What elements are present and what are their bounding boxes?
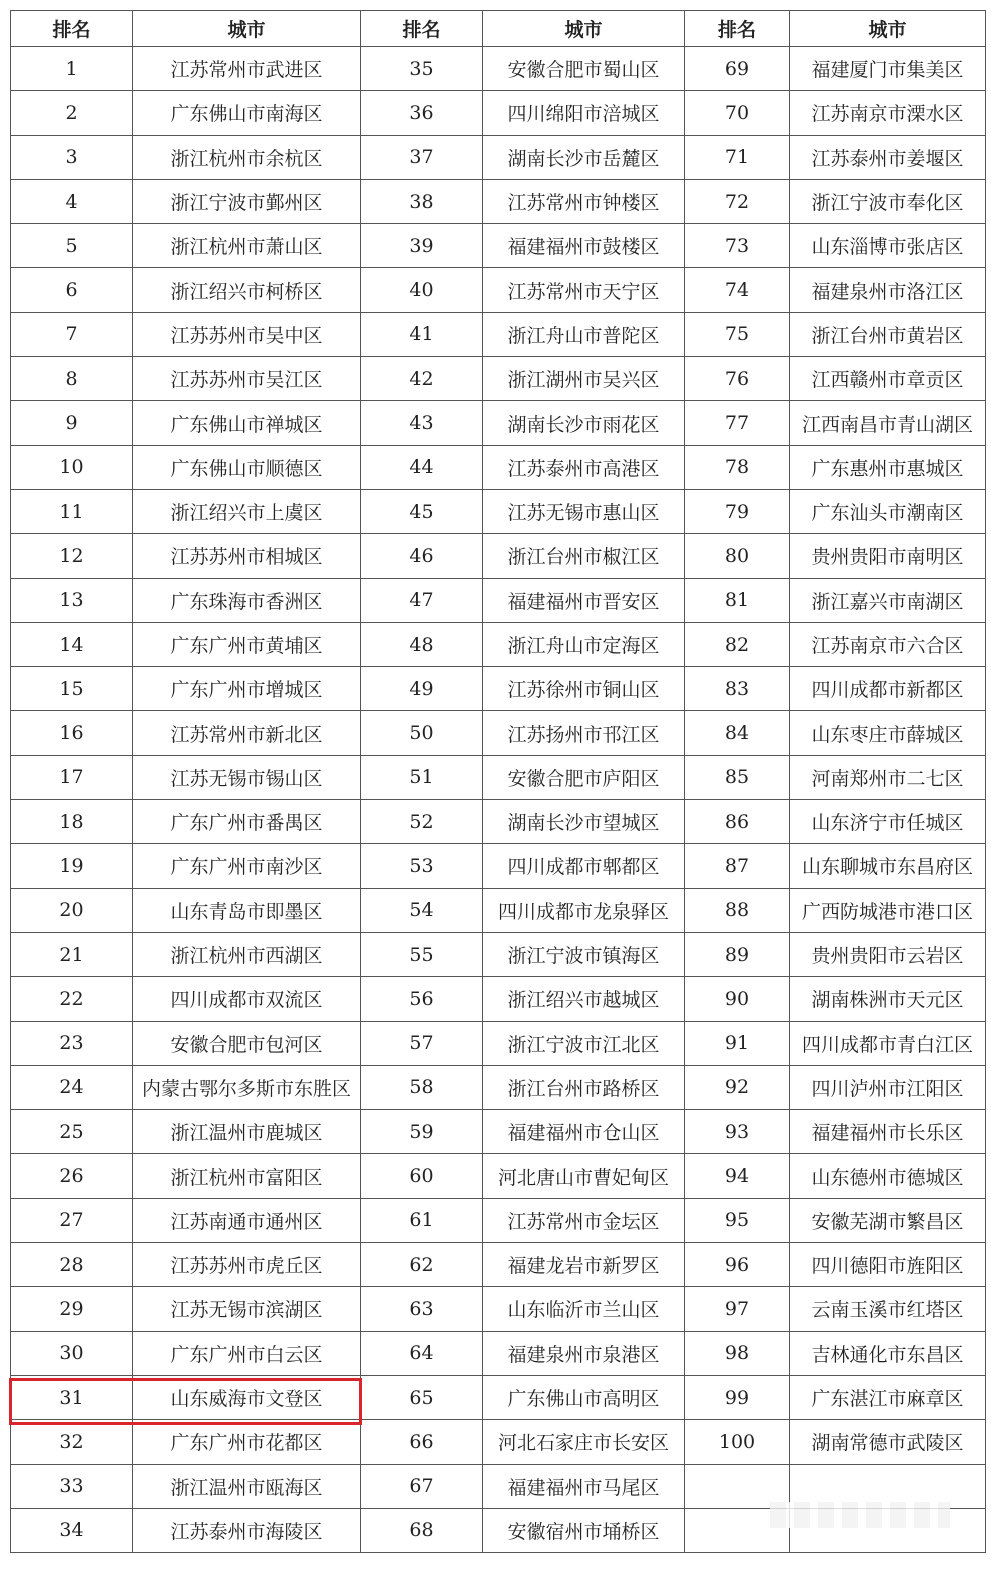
city-cell: 江苏扬州市邗江区 [483, 711, 685, 755]
city-cell: 浙江宁波市江北区 [483, 1021, 685, 1065]
city-cell: 福建厦门市集美区 [790, 47, 986, 91]
city-cell: 贵州贵阳市云岩区 [790, 932, 986, 976]
rank-cell: 31 [11, 1375, 133, 1419]
rank-cell: 3 [11, 135, 133, 179]
city-cell: 内蒙古鄂尔多斯市东胜区 [133, 1065, 361, 1109]
city-cell: 吉林通化市东昌区 [790, 1331, 986, 1375]
rank-cell: 60 [361, 1154, 483, 1198]
rank-cell: 14 [11, 622, 133, 666]
city-cell: 山东青岛市即墨区 [133, 888, 361, 932]
rank-cell: 15 [11, 667, 133, 711]
city-cell: 河南郑州市二七区 [790, 755, 986, 799]
rank-cell: 52 [361, 800, 483, 844]
rank-cell: 45 [361, 489, 483, 533]
table-row [11, 888, 986, 932]
city-cell: 浙江温州市鹿城区 [133, 1110, 361, 1154]
city-cell: 福建福州市晋安区 [483, 578, 685, 622]
rank-cell: 64 [361, 1331, 483, 1375]
city-cell: 江苏苏州市吴中区 [133, 312, 361, 356]
city-cell: 四川成都市青白江区 [790, 1021, 986, 1065]
table-row [11, 844, 986, 888]
rank-cell: 9 [11, 401, 133, 445]
rank-cell: 62 [361, 1243, 483, 1287]
rank-cell: 5 [11, 224, 133, 268]
watermark [770, 1502, 950, 1528]
city-cell: 四川成都市新都区 [790, 667, 986, 711]
rank-cell: 22 [11, 977, 133, 1021]
city-cell: 湖南长沙市岳麓区 [483, 135, 685, 179]
rank-cell: 38 [361, 179, 483, 223]
city-header: 城市 [133, 11, 361, 47]
city-cell: 福建福州市马尾区 [483, 1464, 685, 1508]
city-cell: 江苏南京市溧水区 [790, 91, 986, 135]
rank-cell: 44 [361, 445, 483, 489]
rank-cell: 84 [685, 711, 790, 755]
rank-cell: 13 [11, 578, 133, 622]
rank-cell: 96 [685, 1243, 790, 1287]
rank-cell: 47 [361, 578, 483, 622]
city-cell: 广东广州市白云区 [133, 1331, 361, 1375]
city-cell: 湖南株洲市天元区 [790, 977, 986, 1021]
city-cell: 浙江杭州市富阳区 [133, 1154, 361, 1198]
rank-cell: 94 [685, 1154, 790, 1198]
rank-cell: 23 [11, 1021, 133, 1065]
rank-cell: 25 [11, 1110, 133, 1154]
rank-cell: 92 [685, 1065, 790, 1109]
table-row [11, 1287, 986, 1331]
table-row [11, 401, 986, 445]
city-cell: 福建泉州市泉港区 [483, 1331, 685, 1375]
city-cell: 江苏无锡市滨湖区 [133, 1287, 361, 1331]
ranking-table [10, 10, 986, 1553]
table-row [11, 932, 986, 976]
rank-cell: 65 [361, 1375, 483, 1419]
city-header: 城市 [790, 11, 986, 47]
rank-cell: 11 [11, 489, 133, 533]
rank-cell: 20 [11, 888, 133, 932]
rank-cell: 1 [11, 47, 133, 91]
rank-cell: 39 [361, 224, 483, 268]
rank-cell: 41 [361, 312, 483, 356]
city-cell: 广东广州市南沙区 [133, 844, 361, 888]
table-row [11, 1420, 986, 1464]
rank-cell: 4 [11, 179, 133, 223]
city-cell: 四川绵阳市涪城区 [483, 91, 685, 135]
table-row [11, 445, 986, 489]
city-cell: 浙江绍兴市柯桥区 [133, 268, 361, 312]
rank-cell: 35 [361, 47, 483, 91]
rank-cell: 91 [685, 1021, 790, 1065]
table-row [11, 667, 986, 711]
rank-cell: 19 [11, 844, 133, 888]
city-cell: 河北唐山市曹妃甸区 [483, 1154, 685, 1198]
rank-cell: 37 [361, 135, 483, 179]
rank-cell: 28 [11, 1243, 133, 1287]
city-cell: 广东广州市增城区 [133, 667, 361, 711]
city-cell: 湖南长沙市雨花区 [483, 401, 685, 445]
city-cell: 安徽合肥市庐阳区 [483, 755, 685, 799]
table-row [11, 179, 986, 223]
rank-cell: 57 [361, 1021, 483, 1065]
rank-cell: 79 [685, 489, 790, 533]
rank-cell: 56 [361, 977, 483, 1021]
city-cell: 广东惠州市惠城区 [790, 445, 986, 489]
city-cell: 浙江舟山市普陀区 [483, 312, 685, 356]
city-cell: 四川成都市双流区 [133, 977, 361, 1021]
city-cell: 福建福州市鼓楼区 [483, 224, 685, 268]
city-cell: 浙江杭州市西湖区 [133, 932, 361, 976]
city-cell: 山东临沂市兰山区 [483, 1287, 685, 1331]
city-cell: 安徽芜湖市繁昌区 [790, 1198, 986, 1242]
table-row [11, 135, 986, 179]
rank-cell: 95 [685, 1198, 790, 1242]
rank-cell: 70 [685, 91, 790, 135]
city-cell: 广东珠海市香洲区 [133, 578, 361, 622]
rank-cell: 59 [361, 1110, 483, 1154]
rank-cell: 85 [685, 755, 790, 799]
city-cell: 江苏常州市武进区 [133, 47, 361, 91]
city-cell: 广东广州市番禺区 [133, 800, 361, 844]
rank-cell: 63 [361, 1287, 483, 1331]
city-cell: 浙江绍兴市上虞区 [133, 489, 361, 533]
city-cell: 浙江宁波市镇海区 [483, 932, 685, 976]
city-cell: 浙江杭州市萧山区 [133, 224, 361, 268]
rank-cell: 33 [11, 1464, 133, 1508]
table-row [11, 357, 986, 401]
rank-cell: 49 [361, 667, 483, 711]
rank-cell: 26 [11, 1154, 133, 1198]
city-cell: 湖南长沙市望城区 [483, 800, 685, 844]
city-cell: 浙江宁波市鄞州区 [133, 179, 361, 223]
city-cell: 福建福州市长乐区 [790, 1110, 986, 1154]
rank-header: 排名 [685, 11, 790, 47]
city-cell: 浙江舟山市定海区 [483, 622, 685, 666]
city-cell: 安徽宿州市埇桥区 [483, 1508, 685, 1552]
rank-cell: 32 [11, 1420, 133, 1464]
city-cell: 浙江宁波市奉化区 [790, 179, 986, 223]
rank-cell: 7 [11, 312, 133, 356]
city-cell: 广东佛山市南海区 [133, 91, 361, 135]
rank-cell: 77 [685, 401, 790, 445]
rank-cell: 46 [361, 534, 483, 578]
city-cell: 浙江温州市瓯海区 [133, 1464, 361, 1508]
rank-cell: 58 [361, 1065, 483, 1109]
rank-cell: 2 [11, 91, 133, 135]
table-row [11, 578, 986, 622]
table-row [11, 312, 986, 356]
city-cell: 广东佛山市禅城区 [133, 401, 361, 445]
rank-cell: 29 [11, 1287, 133, 1331]
rank-cell: 99 [685, 1375, 790, 1419]
table-row [11, 47, 986, 91]
table-row [11, 755, 986, 799]
city-cell: 江西南昌市青山湖区 [790, 401, 986, 445]
city-cell: 江苏苏州市相城区 [133, 534, 361, 578]
city-cell: 江苏泰州市海陵区 [133, 1508, 361, 1552]
city-cell: 广东汕头市潮南区 [790, 489, 986, 533]
city-cell: 山东德州市德城区 [790, 1154, 986, 1198]
table-row [11, 711, 986, 755]
rank-cell: 89 [685, 932, 790, 976]
rank-cell: 97 [685, 1287, 790, 1331]
rank-cell: 80 [685, 534, 790, 578]
rank-cell: 71 [685, 135, 790, 179]
city-cell: 江苏常州市金坛区 [483, 1198, 685, 1242]
city-cell: 四川德阳市旌阳区 [790, 1243, 986, 1287]
rank-header: 排名 [361, 11, 483, 47]
table-row [11, 1110, 986, 1154]
rank-cell: 12 [11, 534, 133, 578]
city-cell: 江西赣州市章贡区 [790, 357, 986, 401]
city-cell: 浙江湖州市吴兴区 [483, 357, 685, 401]
rank-cell: 8 [11, 357, 133, 401]
rank-cell: 67 [361, 1464, 483, 1508]
city-cell: 福建福州市仓山区 [483, 1110, 685, 1154]
rank-cell: 50 [361, 711, 483, 755]
city-cell: 广东佛山市顺德区 [133, 445, 361, 489]
rank-cell: 82 [685, 622, 790, 666]
rank-cell: 93 [685, 1110, 790, 1154]
city-cell: 广东湛江市麻章区 [790, 1375, 986, 1419]
city-cell: 江苏苏州市吴江区 [133, 357, 361, 401]
table-row [11, 800, 986, 844]
rank-cell: 83 [685, 667, 790, 711]
city-cell: 浙江台州市黄岩区 [790, 312, 986, 356]
rank-cell: 30 [11, 1331, 133, 1375]
city-cell: 四川成都市龙泉驿区 [483, 888, 685, 932]
rank-cell: 17 [11, 755, 133, 799]
rank-cell: 55 [361, 932, 483, 976]
city-cell: 江苏常州市钟楼区 [483, 179, 685, 223]
table-row [11, 1331, 986, 1375]
city-cell: 湖南常德市武陵区 [790, 1420, 986, 1464]
city-cell: 云南玉溪市红塔区 [790, 1287, 986, 1331]
city-cell: 江苏无锡市锡山区 [133, 755, 361, 799]
rank-cell: 78 [685, 445, 790, 489]
rank-cell: 6 [11, 268, 133, 312]
table-row [11, 268, 986, 312]
city-cell: 江苏南通市通州区 [133, 1198, 361, 1242]
table-row [11, 534, 986, 578]
table-row [11, 489, 986, 533]
rank-cell: 73 [685, 224, 790, 268]
city-cell: 福建泉州市洛江区 [790, 268, 986, 312]
table-row [11, 1375, 986, 1419]
table-row [11, 1021, 986, 1065]
rank-cell: 21 [11, 932, 133, 976]
city-cell: 广西防城港市港口区 [790, 888, 986, 932]
city-cell: 江苏常州市天宁区 [483, 268, 685, 312]
rank-cell: 24 [11, 1065, 133, 1109]
rank-cell: 66 [361, 1420, 483, 1464]
city-cell: 广东广州市花都区 [133, 1420, 361, 1464]
city-cell: 江苏苏州市虎丘区 [133, 1243, 361, 1287]
city-cell: 山东淄博市张店区 [790, 224, 986, 268]
rank-cell: 51 [361, 755, 483, 799]
rank-cell: 81 [685, 578, 790, 622]
city-cell: 浙江杭州市余杭区 [133, 135, 361, 179]
rank-cell: 72 [685, 179, 790, 223]
rank-cell: 34 [11, 1508, 133, 1552]
city-cell: 山东枣庄市薛城区 [790, 711, 986, 755]
table-row [11, 977, 986, 1021]
rank-cell: 76 [685, 357, 790, 401]
rank-cell: 90 [685, 977, 790, 1021]
rank-cell: 61 [361, 1198, 483, 1242]
city-cell: 浙江台州市椒江区 [483, 534, 685, 578]
city-cell: 安徽合肥市蜀山区 [483, 47, 685, 91]
table-row [11, 1243, 986, 1287]
rank-cell: 10 [11, 445, 133, 489]
city-cell: 贵州贵阳市南明区 [790, 534, 986, 578]
city-cell: 广东广州市黄埔区 [133, 622, 361, 666]
table-row [11, 622, 986, 666]
rank-cell: 75 [685, 312, 790, 356]
city-cell: 四川成都市郫都区 [483, 844, 685, 888]
rank-cell: 88 [685, 888, 790, 932]
rank-cell: 43 [361, 401, 483, 445]
rank-cell: 86 [685, 800, 790, 844]
city-cell: 浙江嘉兴市南湖区 [790, 578, 986, 622]
city-cell: 江苏常州市新北区 [133, 711, 361, 755]
rank-cell: 16 [11, 711, 133, 755]
city-cell: 山东威海市文登区 [133, 1375, 361, 1419]
rank-cell: 18 [11, 800, 133, 844]
rank-cell: 68 [361, 1508, 483, 1552]
table-row [11, 224, 986, 268]
table-row [11, 1154, 986, 1198]
rank-cell: 53 [361, 844, 483, 888]
ranking-table-container [10, 10, 986, 1553]
city-header: 城市 [483, 11, 685, 47]
table-body [11, 47, 986, 1553]
rank-cell: 48 [361, 622, 483, 666]
city-cell: 河北石家庄市长安区 [483, 1420, 685, 1464]
city-cell: 安徽合肥市包河区 [133, 1021, 361, 1065]
rank-cell: 36 [361, 91, 483, 135]
city-cell: 江苏泰州市姜堰区 [790, 135, 986, 179]
city-cell: 江苏南京市六合区 [790, 622, 986, 666]
rank-cell: 98 [685, 1331, 790, 1375]
city-cell: 浙江台州市路桥区 [483, 1065, 685, 1109]
rank-header: 排名 [11, 11, 133, 47]
city-cell: 江苏徐州市铜山区 [483, 667, 685, 711]
city-cell: 四川泸州市江阳区 [790, 1065, 986, 1109]
rank-cell: 69 [685, 47, 790, 91]
rank-cell: 100 [685, 1420, 790, 1464]
rank-cell: 42 [361, 357, 483, 401]
rank-cell: 54 [361, 888, 483, 932]
city-cell: 江苏泰州市高港区 [483, 445, 685, 489]
table-header-row [11, 11, 986, 47]
table-row [11, 1198, 986, 1242]
rank-cell: 74 [685, 268, 790, 312]
city-cell: 浙江绍兴市越城区 [483, 977, 685, 1021]
table-row [11, 91, 986, 135]
city-cell: 广东佛山市高明区 [483, 1375, 685, 1419]
rank-cell: 87 [685, 844, 790, 888]
city-cell: 山东聊城市东昌府区 [790, 844, 986, 888]
table-row [11, 1065, 986, 1109]
city-cell: 福建龙岩市新罗区 [483, 1243, 685, 1287]
rank-cell: 40 [361, 268, 483, 312]
city-cell: 江苏无锡市惠山区 [483, 489, 685, 533]
city-cell: 山东济宁市任城区 [790, 800, 986, 844]
rank-cell: 27 [11, 1198, 133, 1242]
